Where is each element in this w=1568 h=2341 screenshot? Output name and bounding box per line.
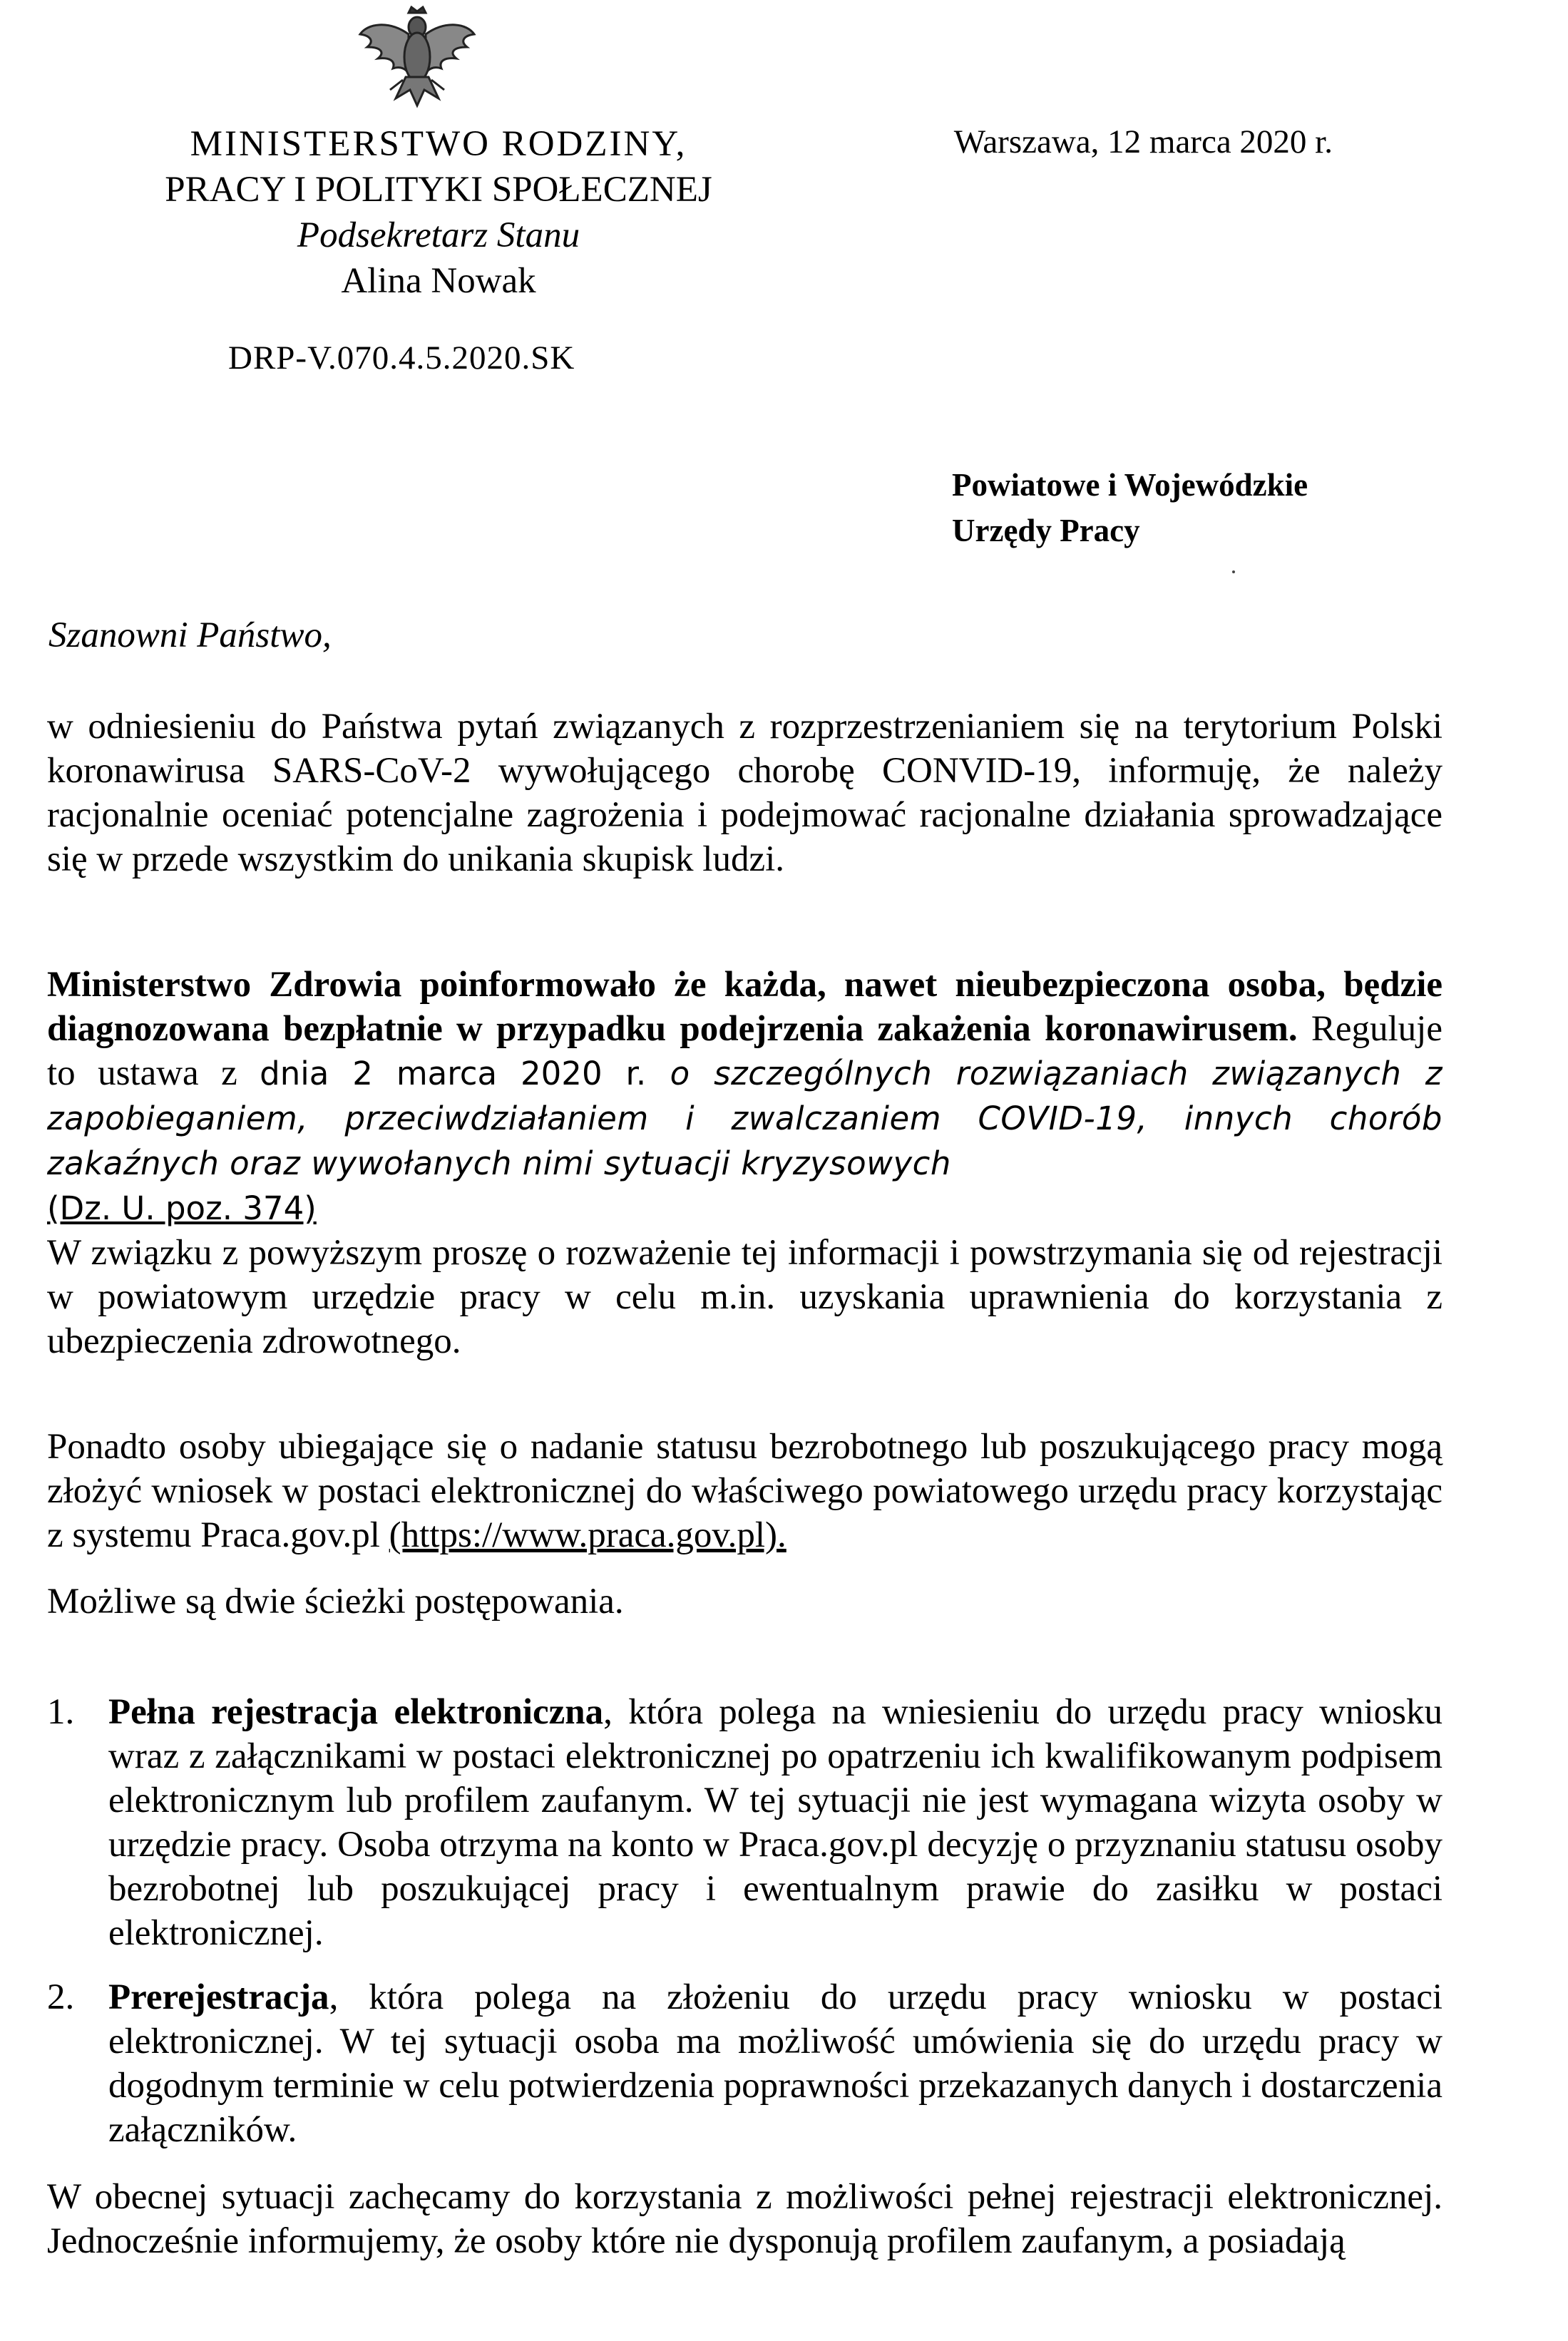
scan-speck — [1232, 570, 1235, 573]
place-date: Warszawa, 12 marca 2020 r. — [953, 123, 1333, 160]
greeting: Szanowni Państwo, — [48, 615, 332, 655]
list-item-number: 1. — [47, 1692, 75, 1732]
signatory-position: Podsekretarz Stanu — [297, 215, 580, 255]
law-date: dnia 2 marca 2020 r. — [260, 1055, 647, 1092]
signatory-name: Alina Nowak — [341, 261, 536, 301]
list-item-text: , która polega na złożeniu do urzędu pracy wniosku w postaci elektronicznej. W tej sytuacji osoba ma możliwość umówienia się do urzędu pracy w dogodnym terminie w celu potwierdzenia poprawności przekazanych danych i dostarczenia załączników. — [108, 1977, 1443, 2150]
paragraph-encouragement: W obecnej sytuacji zachęcamy do korzystania z możliwości pełnej rejestracji elektronicznej. Jednocześnie informujemy, że osoby które nie dysponują profilem zaufanym, a posiadają — [47, 2177, 1443, 2261]
law-intro-text: Reguluje to ustawa z — [47, 1009, 1443, 1093]
list-item-title: Pełna rejestracja elektroniczna — [108, 1692, 604, 1732]
ministry-name-line1: MINISTERSTWO RODZINY, — [190, 124, 687, 164]
law-title: o szczególnych rozwiązaniach związanych z zapobieganiem, przeciwdziałaniem i zwalczaniem COVID-19, innych chorób zakaźnych oraz wywołanych nimi sytuacji kryzysowych — [47, 1055, 1443, 1182]
list-item-text: , która polega na wniesieniu do urzędu pracy wniosku wraz z załącznikami w postaci elektronicznej po opatrzeniu ich kwalifikowanym podpisem elektronicznym lub profilem zaufanym. W tej sytuacji nie jest wymagana wizyta osoby w urzędzie pracy. Osoba otrzyma na konto w Praca.gov.pl decyzję o przyznaniu statusu osoby bezrobotnej lub poszukującej pracy i ewentualnym prawie do zasiłku w postaci elektronicznej. — [108, 1692, 1443, 1953]
list-item — [47, 1975, 1443, 2152]
registration-paths-list — [47, 1690, 1443, 2172]
paragraph-request: W związku z powyższym proszę o rozważenie tej informacji i powstrzymania się od rejestracji w powiatowym urzędzie pracy w celu m.in. uzyskania uprawnienia do korzystania z ubezpieczenia zdrowotnego. — [47, 1233, 1443, 1361]
paragraph-two-paths: Możliwe są dwie ścieżki postępowania. — [47, 1582, 624, 1622]
paragraph-health-ministry — [47, 963, 1443, 1363]
law-citation: (Dz. U. poz. 374) — [47, 1189, 317, 1227]
ministry-name-line2: PRACY I POLITYKI SPOŁECZNEJ — [165, 170, 712, 210]
online-application-text: Ponadto osoby ubiegające się o nadanie statusu bezrobotnego lub poszukującego pracy mogą złożyć wniosek w postaci elektronicznej do właściwego powiatowego urzędu pracy korzystając z systemu Praca.gov.pl — [47, 1427, 1443, 1555]
list-item-title: Prerejestracja — [108, 1977, 329, 2017]
praca-gov-link[interactable]: (https://www.praca.gov.pl). — [389, 1515, 786, 1555]
paragraph-online-application — [47, 1425, 1443, 1557]
list-item — [47, 1690, 1443, 1955]
recipient-line2: Urzędy Pracy — [952, 513, 1140, 548]
list-item-number: 2. — [47, 1977, 75, 2017]
recipient-line1: Powiatowe i Wojewódzkie — [952, 467, 1308, 503]
ministry-header — [64, 121, 813, 304]
polish-eagle-emblem-icon — [346, 6, 488, 113]
paragraph-intro: w odniesieniu do Państwa pytań związanych z rozprzestrzenianiem się na terytorium Polski koronawirusa SARS-CoV-2 wywołującego chorobę CONVID-19, informuję, że należy racjonalnie oceniać potencjalne zagrożenia i podejmować racjonalne działania sprowadzające się w przede wszystkim do unikania skupisk ludzi. — [47, 707, 1443, 879]
health-ministry-statement: Ministerstwo Zdrowia poinformowało że każda, nawet nieubezpieczona osoba, będzie diagnozowana bezpłatnie w przypadku podejrzenia zakażenia koronawirusem. — [47, 965, 1443, 1049]
reference-number: DRP-V.070.4.5.2020.SK — [228, 339, 575, 376]
recipient-block — [952, 462, 1308, 553]
